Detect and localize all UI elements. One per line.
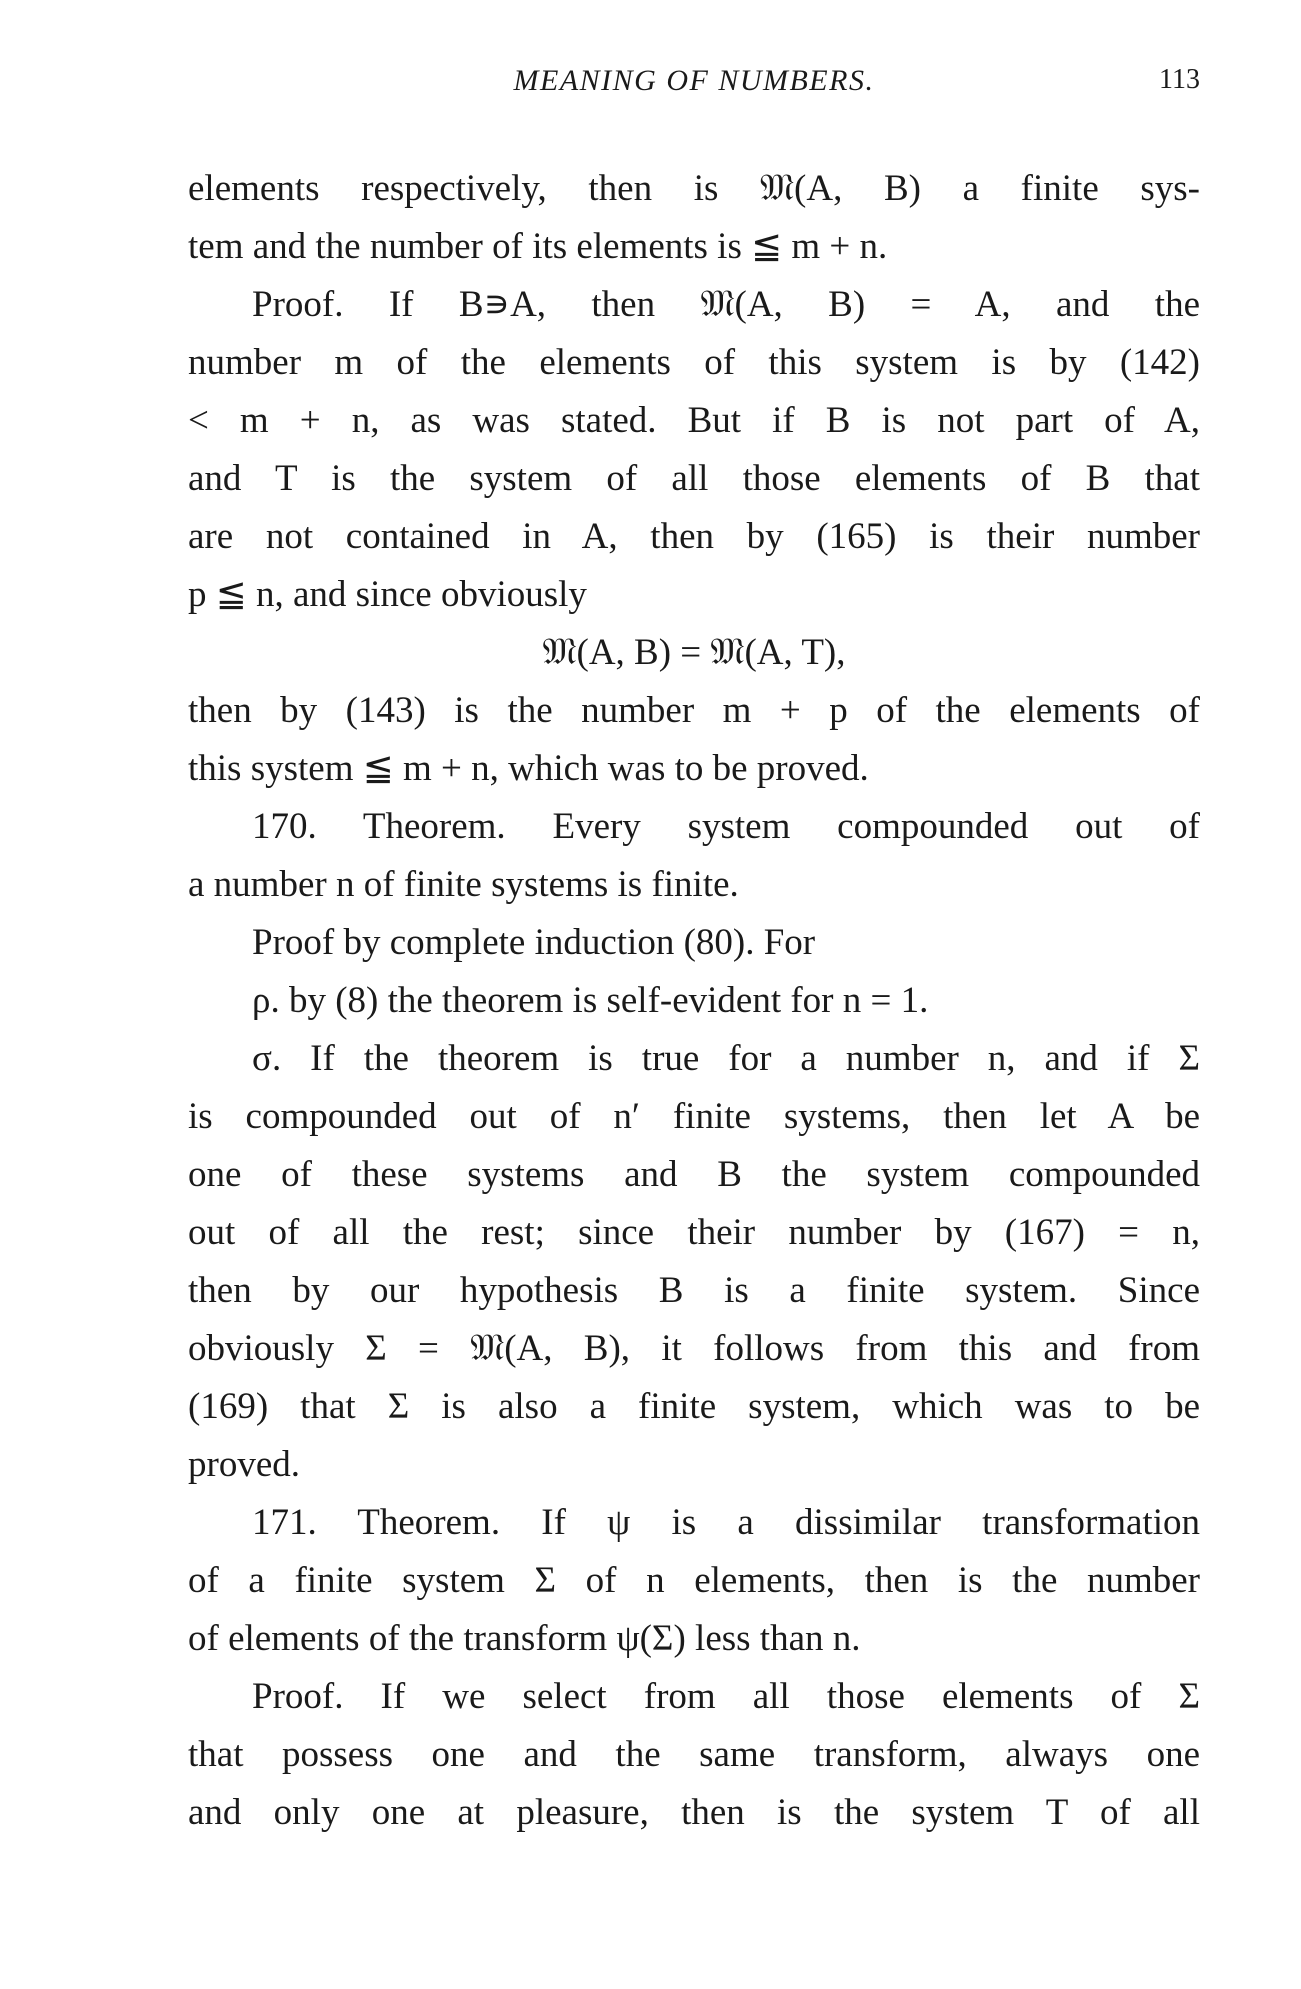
theorem-171-line: 171. Theorem. If ψ is a dissimilar transformation <box>252 1502 1200 1543</box>
text-line: (169) that Σ is also a finite system, which was to be <box>188 1386 1200 1427</box>
text-line: proved. <box>188 1444 300 1485</box>
page-header <box>188 60 1200 110</box>
text-line: are not contained in A, then by (165) is their number <box>188 516 1200 557</box>
text-line: then by our hypothesis B is a finite system. Since <box>188 1270 1200 1311</box>
theorem-170-line: 170. Theorem. Every system compounded out of <box>252 806 1200 847</box>
text-line: elements respectively, then is 𝔐(A, B) a finite sys- <box>188 168 1200 209</box>
running-head: MEANING OF NUMBERS. <box>513 64 875 97</box>
text-line: one of these systems and B the system compounded <box>188 1154 1200 1195</box>
text-line: number m of the elements of this system is by (142) <box>188 342 1200 383</box>
text-line: Proof by complete induction (80). For <box>252 922 816 963</box>
text-line: tem and the number of its elements is ≦ m + n. <box>188 226 888 267</box>
text-line: then by (143) is the number m + p of the elements of <box>188 690 1200 731</box>
text-line: of elements of the transform ψ(Σ) less than n. <box>188 1618 861 1659</box>
body-text <box>188 160 1200 1842</box>
text-line: p ≦ n, and since obviously <box>188 574 587 615</box>
text-line: < m + n, as was stated. But if B is not part of A, <box>188 400 1200 441</box>
text-line: that possess one and the same transform, always one <box>188 1734 1200 1775</box>
page-number: 113 <box>1159 64 1200 95</box>
text-line: out of all the rest; since their number by (167) = n, <box>188 1212 1200 1253</box>
display-equation: 𝔐(A, B) = 𝔐(A, T), <box>542 632 846 673</box>
text-line: this system ≦ m + n, which was to be proved. <box>188 748 869 789</box>
text-line: obviously Σ = 𝔐(A, B), it follows from this and from <box>188 1328 1200 1369</box>
text-line: and only one at pleasure, then is the system T of all <box>188 1792 1200 1833</box>
text-line: a number n of finite systems is finite. <box>188 864 739 905</box>
text-line: Proof. If we select from all those elements of Σ <box>252 1676 1200 1717</box>
text-line: is compounded out of n′ finite systems, then let A be <box>188 1096 1200 1137</box>
text-line: ρ. by (8) the theorem is self-evident for n = 1. <box>252 980 929 1021</box>
text-line: Proof. If B∍A, then 𝔐(A, B) = A, and the <box>252 284 1200 325</box>
text-line: and T is the system of all those elements of B that <box>188 458 1200 499</box>
text-line: σ. If the theorem is true for a number n, and if Σ <box>252 1038 1200 1079</box>
text-line: of a finite system Σ of n elements, then is the number <box>188 1560 1200 1601</box>
book-page <box>188 60 1200 1842</box>
